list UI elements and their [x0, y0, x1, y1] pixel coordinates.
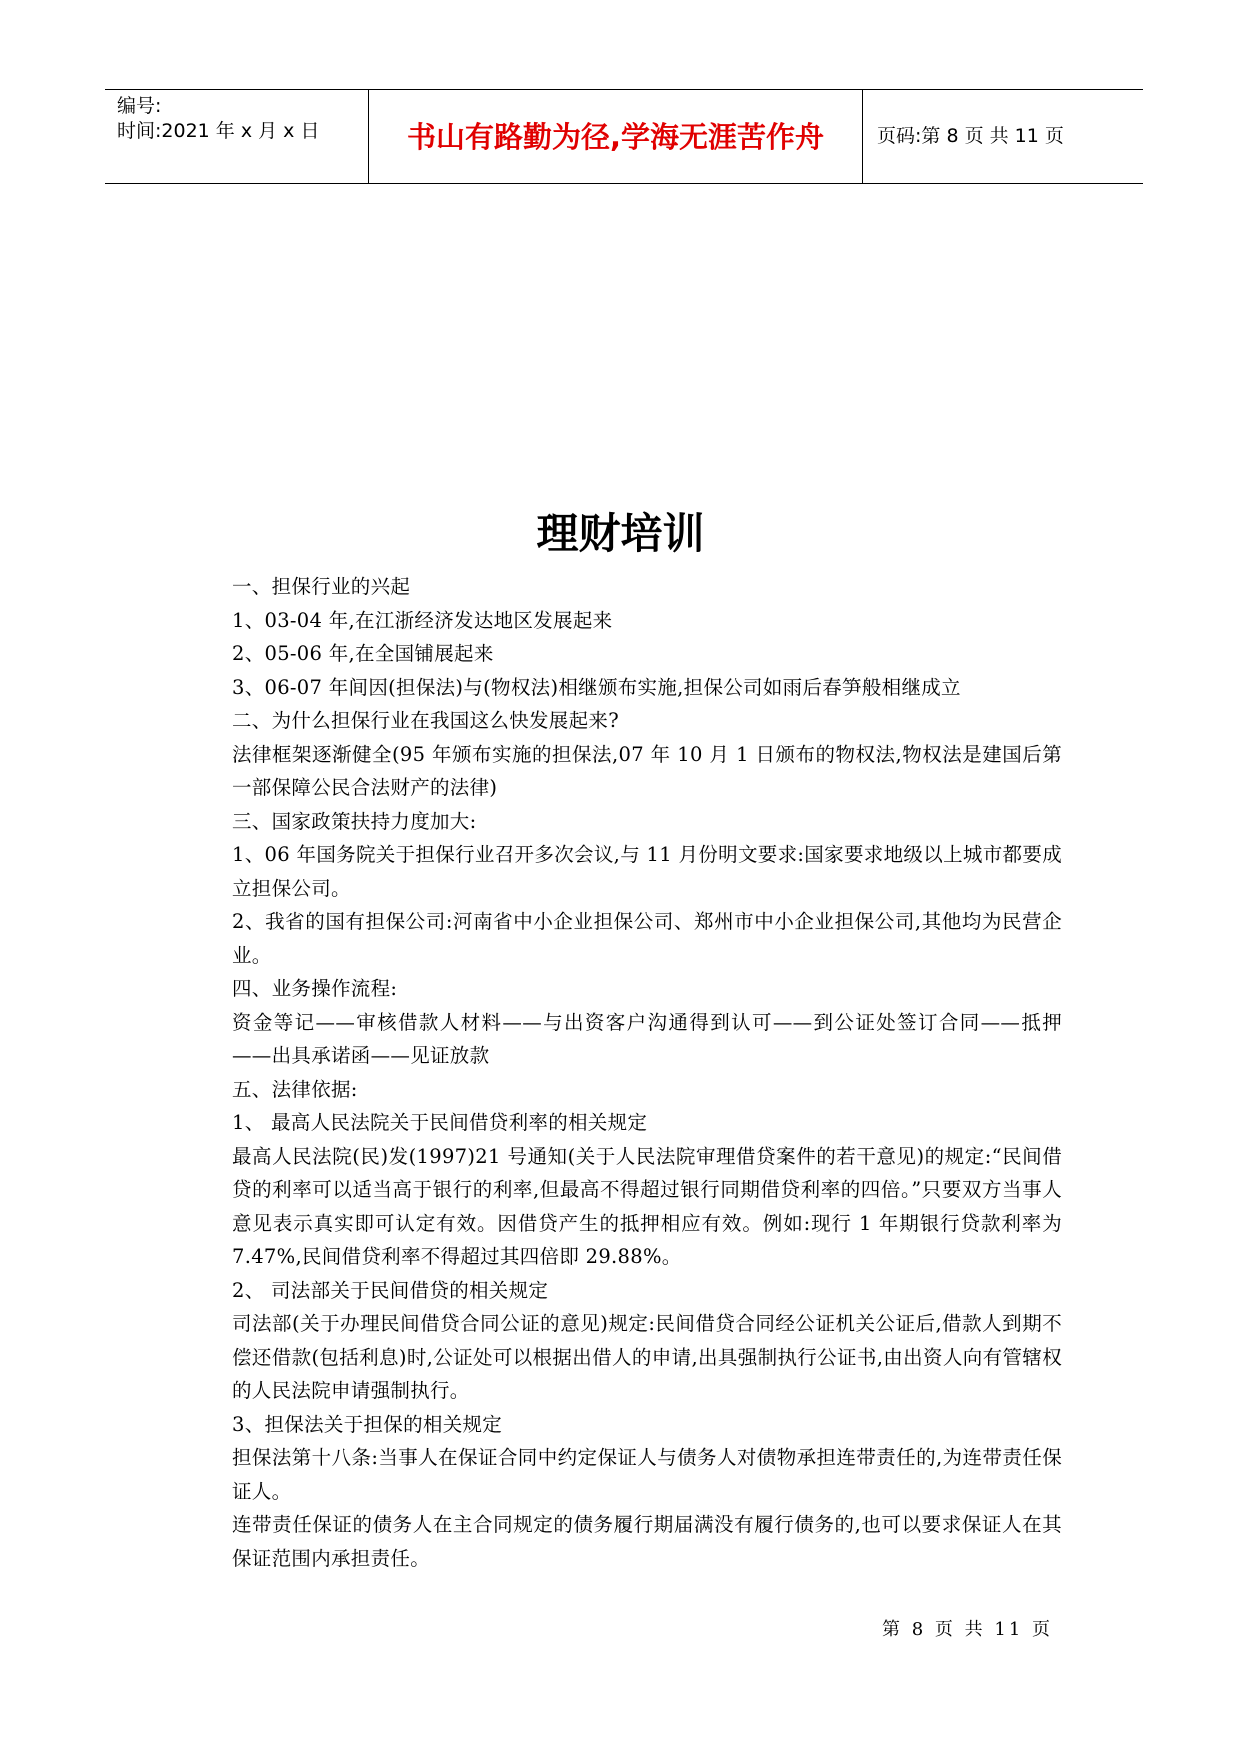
subsection-heading: 1、 最高人民法院关于民间借贷利率的相关规定: [232, 1111, 648, 1134]
section-heading: 五、法律依据:: [232, 1077, 358, 1101]
section-heading: 一、担保行业的兴起: [232, 575, 411, 598]
paragraph: 1、06 年国务院关于担保行业召开多次会议,与 11 月份明文要求:国家要求地级以上城市都要成立担保公司。: [232, 843, 1062, 900]
date-line: 时间:2021 年 x 月 x 日: [117, 120, 320, 142]
header-page-cell: [863, 90, 1143, 183]
paragraph: 3、06-07 年间因(担保法)与(物权法)相继颁布实施,担保公司如雨后春笋般相继成立: [232, 675, 961, 699]
document-title: 理财培训: [536, 509, 705, 558]
section-heading: 四、业务操作流程:: [232, 977, 398, 1000]
paragraph: 担保法第十八条:当事人在保证合同中约定保证人与债务人对债物承担连带责任的,为连带责任保证人。: [232, 1446, 1062, 1503]
section-heading: 三、国家政策扶持力度加大:: [232, 809, 477, 833]
page-code: 页码:第 8 页 共 11 页: [877, 125, 1064, 147]
paragraph: 司法部(关于办理民间借贷合同公证的意见)规定:民间借贷合同经公证机关公证后,借款人到期不偿还借款(包括利息)时,公证处可以根据出借人的申请,出具强制执行公证书,由出资人向有管辖权的人民法院申请强制执行。: [232, 1312, 1062, 1402]
page-footer: 第 8 页 共 11 页: [882, 1619, 1053, 1640]
document-body: [232, 570, 1069, 1575]
document-header: [105, 89, 1143, 184]
serial-number-label: 编号:: [117, 95, 162, 117]
motto-text: 书山有路勤为径,学海无涯苦作舟: [406, 120, 825, 154]
paragraph: 2、05-06 年,在全国铺展起来: [232, 642, 494, 665]
paragraph: 法律框架逐渐健全(95 年颁布实施的担保法,07 年 10 月 1 日颁布的物权法,物权法是建国后第一部保障公民合法财产的法律): [232, 742, 1062, 799]
paragraph: 资金等记——审核借款人材料——与出资客户沟通得到认可——到公证处签订合同——抵押——出具承诺函——见证放款: [232, 1010, 1062, 1067]
paragraph: 1、03-04 年,在江浙经济发达地区发展起来: [232, 608, 613, 632]
section-heading: 二、为什么担保行业在我国这么快发展起来?: [232, 709, 619, 732]
header-info-cell: [105, 90, 369, 183]
paragraph: 2、我省的国有担保公司:河南省中小企业担保公司、郑州市中小企业担保公司,其他均为民营企业。: [232, 910, 1062, 967]
subsection-heading: 2、 司法部关于民间借贷的相关规定: [232, 1278, 549, 1302]
paragraph: 最高人民法院(民)发(1997)21 号通知(关于人民法院审理借贷案件的若干意见)的规定:“民间借贷的利率可以适当高于银行的利率,但最高不得超过银行同期借贷利率的四倍。”只要双方当事人意见表示真实即可认定有效。因借贷产生的抵押相应有效。例如:现行 1 年期银行贷款利率为 7.47%,民间借贷利率不得超过其四倍即 29.88%。: [232, 1144, 1069, 1268]
paragraph: 连带责任保证的债务人在主合同规定的债务履行期届满没有履行债务的,也可以要求保证人在其保证范围内承担责任。: [232, 1513, 1062, 1570]
header-motto-cell: [369, 90, 863, 183]
subsection-heading: 3、担保法关于担保的相关规定: [232, 1412, 503, 1436]
